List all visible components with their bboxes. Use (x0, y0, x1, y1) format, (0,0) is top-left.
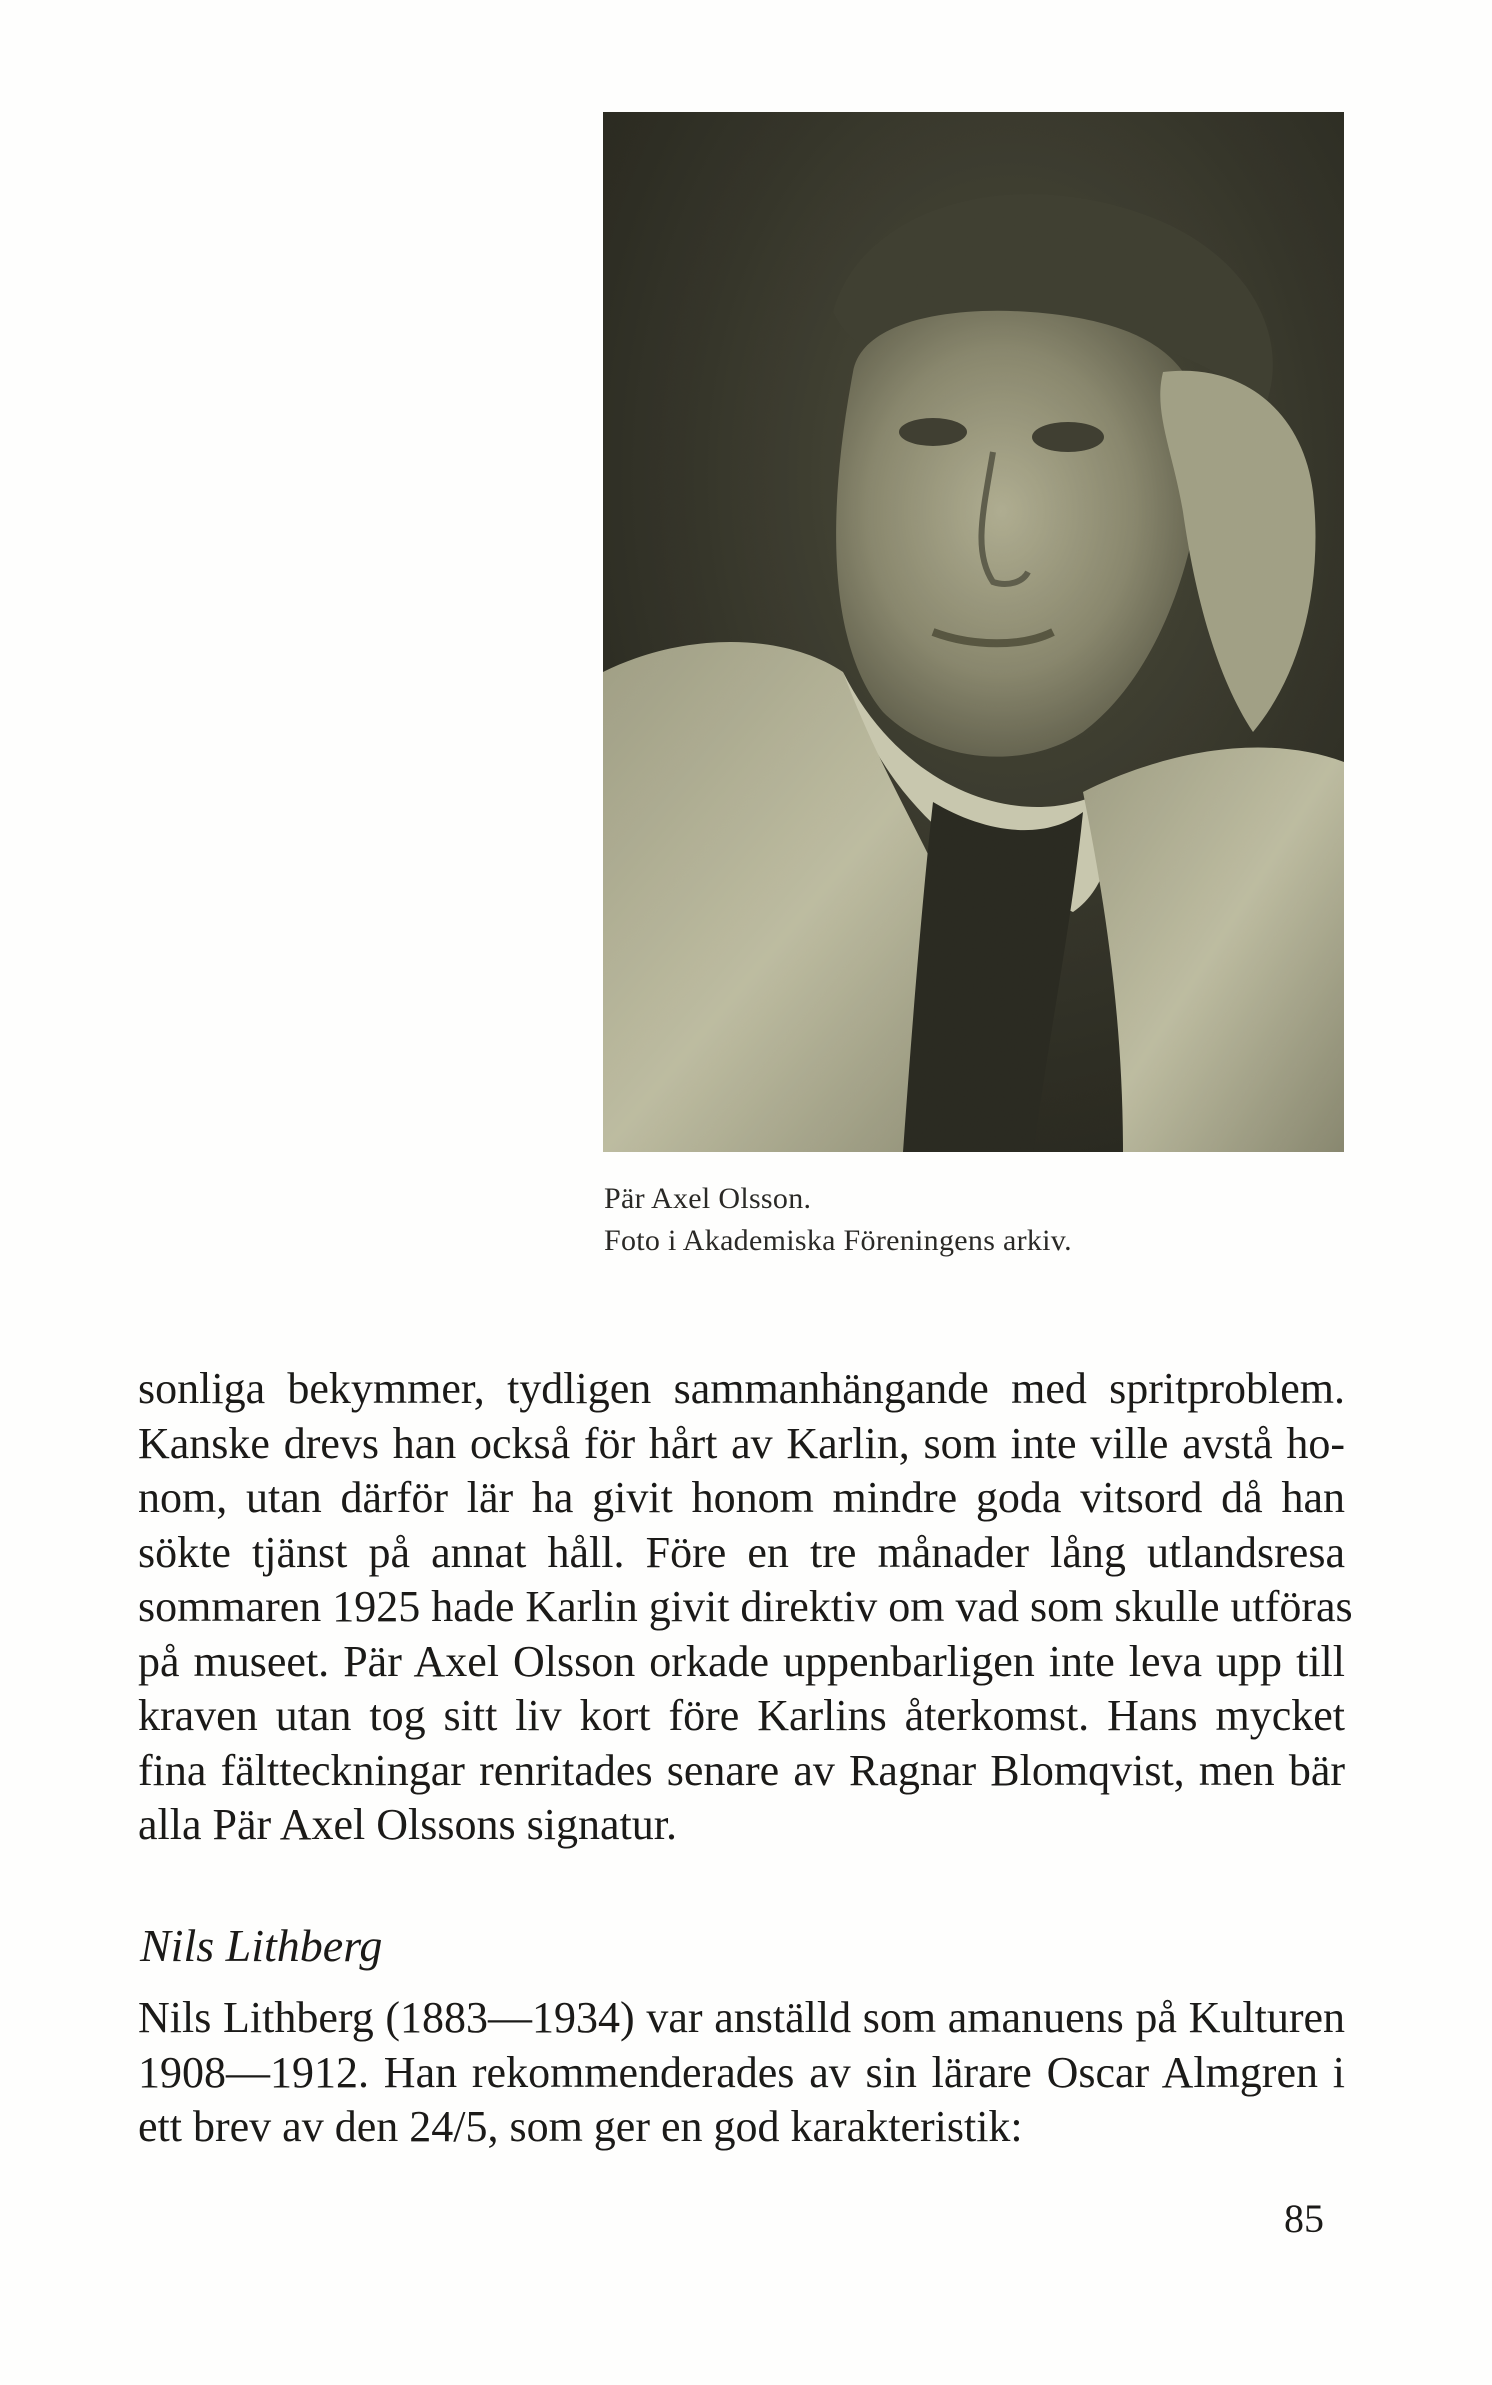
portrait-photo-image (603, 112, 1344, 1152)
text-line: Kanske drevs han också för hårt av Karlin, som inte ville avstå ho- (138, 1418, 1345, 1468)
text-line: sonliga bekymmer, tydligen sammanhängande med spritproblem. (138, 1364, 1345, 1413)
portrait-photo (603, 112, 1344, 1152)
paragraph (138, 1991, 1345, 2155)
page-number: 85 (1284, 2196, 1324, 2241)
text-line: sommaren 1925 hade Karlin givit direktiv om vad som skulle utföras (138, 1582, 1353, 1631)
text-line: fina fältteckningar renritades senare av Ragnar Blomqvist, men bär (138, 1745, 1345, 1795)
text-line: kraven utan tog sitt liv kort före Karlins återkomst. Hans mycket (138, 1691, 1345, 1740)
photo-caption (604, 1178, 1344, 1262)
section-heading: Nils Lithberg (140, 1920, 383, 1971)
caption-line: Foto i Akademiska Föreningens arkiv. (604, 1224, 1072, 1257)
caption-line: Pär Axel Olsson. (604, 1182, 812, 1215)
text-line: alla Pär Axel Olssons signatur. (138, 1800, 677, 1849)
text-line: 1908—1912. Han rekommenderades av sin lärare Oscar Almgren i (138, 2047, 1345, 2097)
text-line: ett brev av den 24/5, som ger en god karakteristik: (138, 2102, 1023, 2151)
paragraph (138, 1362, 1353, 1853)
text-line: Nils Lithberg (1883—1934) var anställd som amanuens på Kulturen (138, 1993, 1345, 2042)
text-line: sökte tjänst på annat håll. Före en tre månader lång utlandsresa (138, 1527, 1345, 1577)
text-line: på museet. Pär Axel Olsson orkade uppenbarligen inte leva upp till (138, 1636, 1345, 1686)
text-line: nom, utan därför lär ha givit honom mindre goda vitsord då han (138, 1473, 1345, 1522)
